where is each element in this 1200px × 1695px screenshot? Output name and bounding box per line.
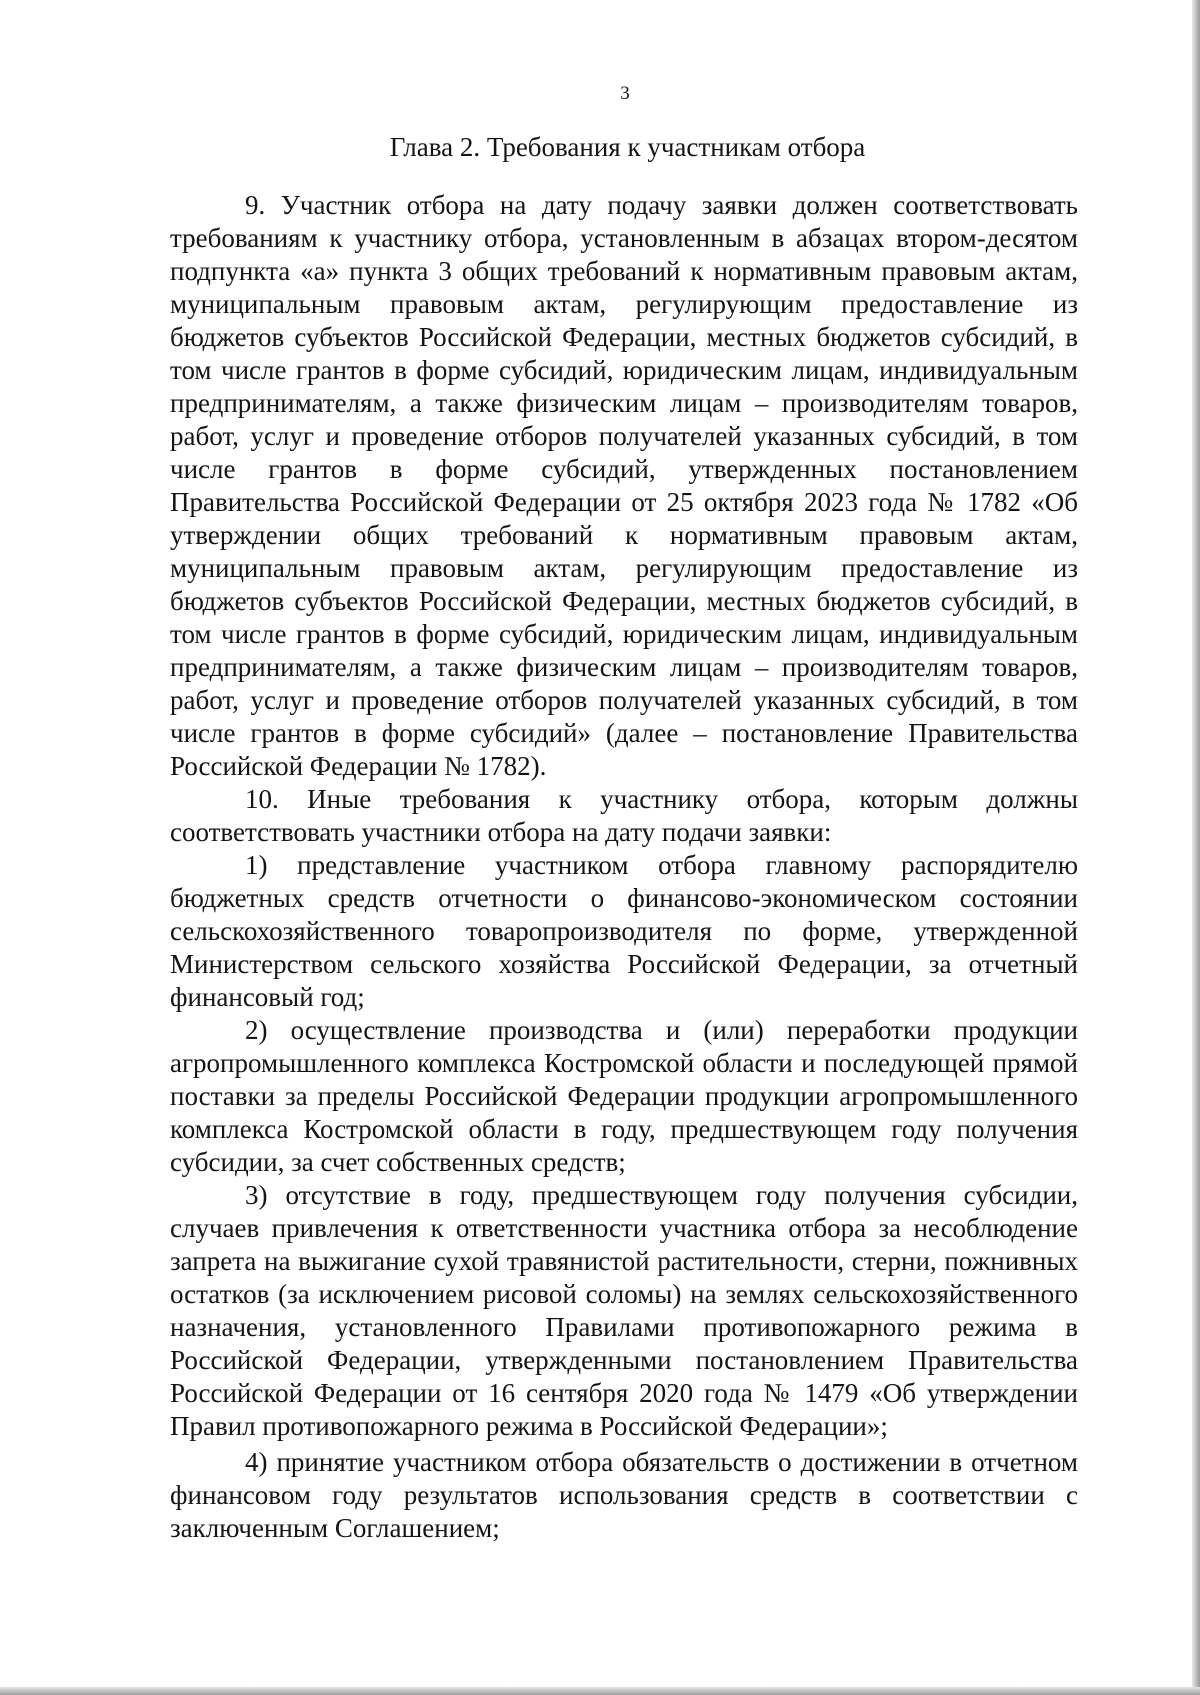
page-edge-shadow-bottom (0, 1687, 1200, 1695)
list-item-4: 4) принятие участником отбора обязательств о достижении в отчетном финансовом году результатов использования средств в соответствии с заключенным Соглашением; (170, 1447, 1078, 1543)
list-item-1: 1) представление участником отбора главному распорядителю бюджетных средств отчетности о финансово-экономическом состоянии сельскохозяйственного товаропроизводителя по форме, утвержденной Министерством сельского хозяйства Российской Федерации, за отчетный финансовый год; (170, 850, 1078, 1012)
paragraph-9: 9. Участник отбора на дату подачу заявки должен соответствовать требованиям к участнику отбора, установленным в абзацах втором-десятом подпункта «а» пункта 3 общих требований к нормативным правовым актам, муниципальным правовым актам, регулирующим предоставление из бюджетов субъектов Российской Федерации, местных бюджетов субсидий, в том числе грантов в форме субсидий, юридическим лицам, индивидуальным предпринимателям, а также физическим лицам – производителям товаров, работ, услуг и проведение отборов получателей указанных субсидий, в том числе грантов в форме субсидий, утвержденных постановлением Правительства Российской Федерации от 25 октября 2023 года № 1782 «Об утверждении общих требований к нормативным правовым актам, муниципальным правовым актам, регулирующим предоставление из бюджетов субъектов Российской Федерации, местных бюджетов субсидий, в том числе грантов в форме субсидий, юридическим лицам, индивидуальным предпринимателям, а также физическим лицам – производителям товаров, работ, услуг и проведение отборов получателей указанных субсидий, в том числе грантов в форме субсидий» (далее – постановление Правительства Российской Федерации № 1782). (170, 190, 1078, 781)
list-item-2: 2) осуществление производства и (или) переработки продукции агропромышленного комплекса Костромской области и последующей прямой поставки за пределы Российской Федерации продукции агропромышленного комплекса Костромской области в году, предшествующем году получения субсидии, за счет собственных средств; (170, 1015, 1078, 1177)
page-edge-shadow-right (1192, 0, 1200, 1695)
paragraph-10: 10. Иные требования к участнику отбора, которым должны соответствовать участники отбора на дату подачи заявки: (170, 784, 1078, 847)
document-body (170, 189, 1078, 1545)
chapter-title: Глава 2. Требования к участникам отбора (389, 132, 866, 162)
list-item-3: 3) отсутствие в году, предшествующем году получения субсидии, случаев привлечения к ответственности участника отбора за несоблюдение запрета на выжигание сухой травянистой растительности, стерни, пожнивных остатков (за исключением рисовой соломы) на землях сельскохозяйственного назначения, установленного Правилами противопожарного режима в Российской Федерации, утвержденными постановлением Правительства Российской Федерации от 16 сентября 2020 года № 1479 «Об утверждении Правил противопожарного режима в Российской Федерации»; (170, 1180, 1078, 1441)
page-number: 3 (620, 83, 630, 104)
